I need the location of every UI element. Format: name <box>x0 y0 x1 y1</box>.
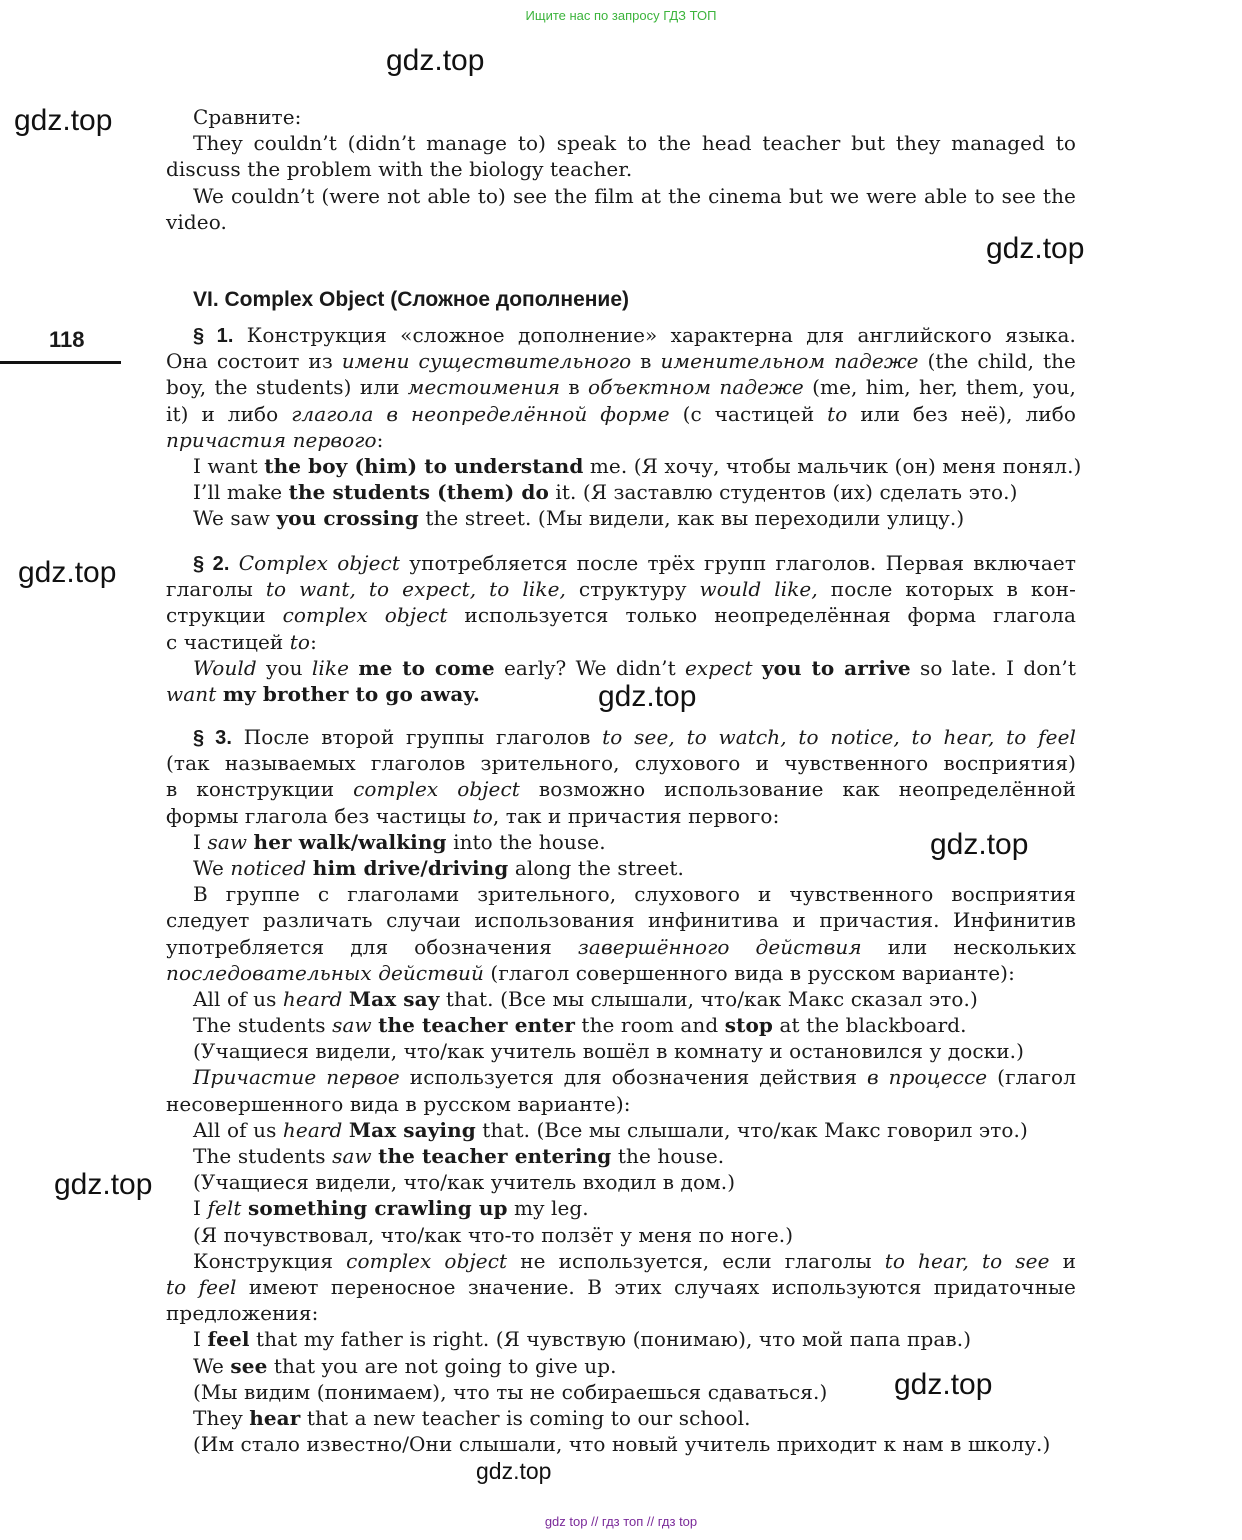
text-line: Причастие первое используется для обозначения действия в процессе (глагол <box>193 1065 1076 1090</box>
paragraph-1 <box>166 322 1082 532</box>
watermark: gdz.top <box>930 828 1029 861</box>
example-line: I saw her walk/walking into the house. <box>193 829 606 854</box>
example-line: I’ll make the students (them) do it. (Я заставлю студентов (их) сделать это.) <box>193 480 1018 505</box>
watermark: gdz.top <box>54 1168 153 1201</box>
page-number: 118 <box>49 327 85 352</box>
text-line: последовательных действий (глагол совершенного вида в русском варианте): <box>166 960 1015 985</box>
translation-line: (Мы видим (понимаем), что ты не собираешься сдаваться.) <box>193 1379 828 1404</box>
watermark: gdz.top <box>14 104 113 137</box>
text-line: it) и либо глагола в неопределённой форме (с частицей to или без неё), либо <box>166 401 1076 426</box>
text-line: § 2. Complex object употребляется после трёх групп глаголов. Первая включает <box>193 551 1076 575</box>
text-line: discuss the problem with the biology teacher. <box>166 157 633 182</box>
translation-line: (Учащиеся видели, что/как учитель входил в дом.) <box>193 1170 736 1195</box>
text-line: несовершенного вида в русском варианте): <box>166 1091 631 1116</box>
footer-links[interactable]: gdz top // гдз топ // гдз top <box>544 1514 698 1529</box>
text-line: В группе с глаголами зрительного, слухового и чувственного восприятия <box>193 882 1076 907</box>
compare-block <box>166 104 1076 235</box>
watermark: gdz.top <box>598 680 697 713</box>
example-line: The students saw the teacher enter the room and stop at the blackboard. <box>193 1013 967 1038</box>
text-line: video. <box>166 209 227 234</box>
text-line: § 1. Конструкция «сложное дополнение» характерна для английского языка. <box>193 323 1076 347</box>
text-line: причастия первого: <box>166 427 384 452</box>
translation-line: (Им стало известно/Они слышали, что новый учитель приходит к нам в школу.) <box>193 1432 1051 1457</box>
example-line: want my brother to go away. <box>166 681 480 706</box>
paragraph-number: § 2. <box>193 553 230 575</box>
example-line: All of us heard Max say that. (Все мы слышали, что/как Макс сказал это.) <box>193 986 978 1011</box>
section-title: VI. Complex Object (Сложное дополнение) <box>193 288 630 311</box>
watermark: gdz.top <box>894 1368 993 1401</box>
text-line: употребляется для обозначения завершённого действия или нескольких <box>166 934 1076 959</box>
text-line: в конструкции complex object возможно использование как неопределённой <box>166 777 1076 802</box>
paragraph-number: § 3. <box>193 727 233 749</box>
compare-label: Сравните: <box>193 105 302 129</box>
text-line: предложения: <box>166 1301 319 1326</box>
watermark: gdz.top <box>386 44 485 77</box>
example-line: I feel that my father is right. (Я чувствую (понимаю), что мой папа прав.) <box>193 1327 972 1352</box>
text-line: Она состоит из имени существительного в именительном падеже (the child, the <box>166 349 1076 374</box>
text-line: струкции complex object используется только неопределённая форма глагола <box>166 603 1076 628</box>
example-line: We see that you are not going to give up. <box>193 1353 617 1378</box>
example-line: I want the boy (him) to understand me. (Я хочу, чтобы мальчик (он) меня понял.) <box>193 453 1082 478</box>
text-line: to feel имеют переносное значение. В этих случаях используются придаточные <box>166 1274 1076 1299</box>
watermark: gdz.top <box>18 556 117 589</box>
translation-line: (Учащиеся видели, что/как учитель вошёл в комнату и остановился у доски.) <box>193 1039 1025 1064</box>
text-line: § 3. После второй группы глаголов to see, to watch, to notice, to hear, to feel <box>193 725 1076 749</box>
page-number-rule <box>0 361 121 364</box>
text-line: boy, the students) или местоимения в объектном падеже (me, him, her, them, you, <box>166 375 1076 400</box>
text-line: (так называемых глаголов зрительного, слухового и чувственного восприятия) <box>166 751 1076 776</box>
text-line: Конструкция complex object не используется, если глаголы to hear, to see и <box>193 1248 1076 1273</box>
example-line: We saw you crossing the street. (Мы видели, как вы переходили улицу.) <box>193 506 965 531</box>
translation-line: (Я почувствовал, что/как что-то ползёт у меня по ноге.) <box>193 1222 794 1247</box>
top-banner: Ищите нас по запросу ГДЗ ТОП <box>525 8 717 23</box>
paragraph-3 <box>166 724 1076 1457</box>
example-line: I felt something crawling up my leg. <box>193 1196 589 1221</box>
example-line: All of us heard Max saying that. (Все мы слышали, что/как Макс говорил это.) <box>193 1117 1028 1142</box>
example-line: The students saw the teacher entering the house. <box>193 1144 725 1168</box>
text-line: глаголы to want, to expect, to like, структуру would like, после которых в кон- <box>166 577 1076 602</box>
paragraph-number: § 1. <box>193 325 234 347</box>
example-line: We noticed him drive/driving along the street. <box>193 855 685 880</box>
example-line: They hear that a new teacher is coming to our school. <box>193 1405 751 1430</box>
text-line: формы глагола без частицы to, так и причастия первого: <box>166 803 780 828</box>
watermark: gdz.top <box>986 232 1085 265</box>
example-line: Would you like me to come early? We didn’t expect you to arrive so late. I don’t <box>193 655 1076 680</box>
text-line: They couldn’t (didn’t manage to) speak to the head teacher but they managed to <box>193 131 1076 156</box>
watermark: gdz.top <box>476 1458 552 1484</box>
text-line: We couldn’t (were not able to) see the film at the cinema but we were able to see the <box>193 183 1076 208</box>
paragraph-2 <box>166 550 1076 707</box>
text-line: следует различать случаи использования инфинитива и причастия. Инфинитив <box>166 908 1076 933</box>
text-line: с частицей to: <box>166 629 317 654</box>
